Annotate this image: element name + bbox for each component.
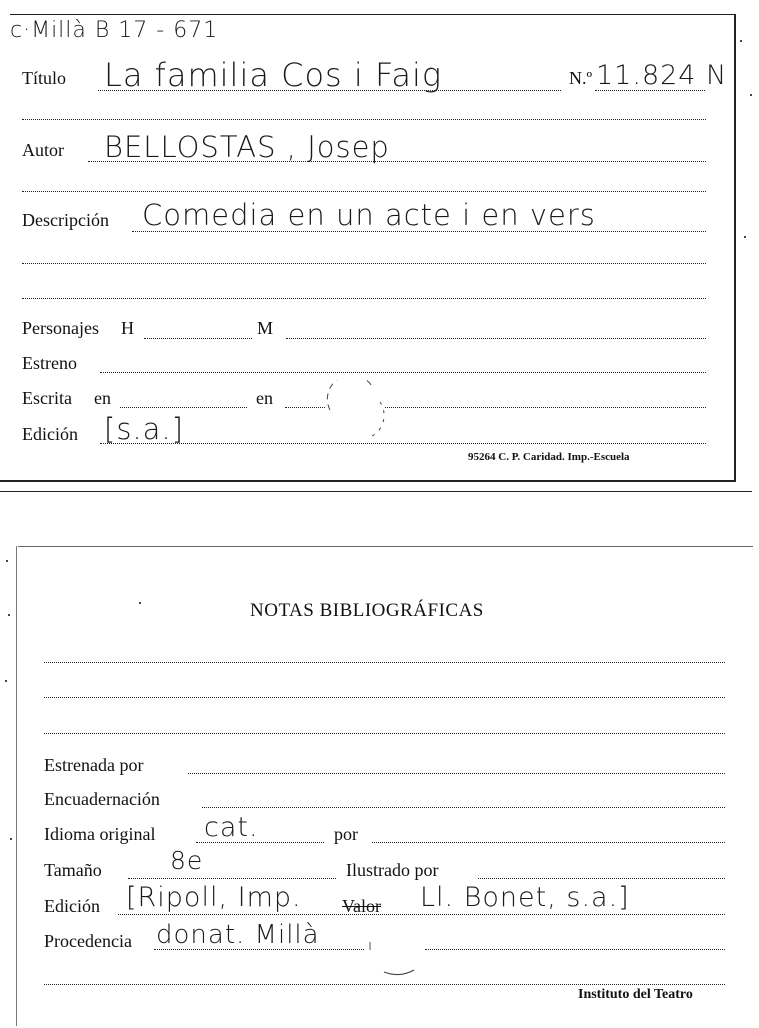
escrita-en-label: en	[94, 388, 111, 408]
idioma-label: Idioma original	[44, 824, 156, 844]
scan-speck	[750, 94, 752, 96]
procedencia-value: donat. Millà	[156, 920, 320, 950]
escrita-line-3	[385, 407, 706, 408]
idioma-value: cat.	[204, 812, 259, 843]
ilustrado-label: Ilustrado por	[346, 860, 439, 880]
catalog-card-front	[0, 0, 759, 495]
punch-hole-mark	[360, 938, 430, 978]
edicion-printed-struck: Valor	[342, 896, 381, 916]
escrita-en2-label: en	[256, 388, 273, 408]
titulo-extra-line	[22, 119, 706, 120]
edicion-back-value-a: [Ripoll, Imp.	[126, 882, 302, 913]
autor-label: Autor	[22, 140, 64, 160]
edicion-back-value-b: Ll. Bonet, s.a.]	[420, 882, 630, 913]
card-top-edge	[10, 14, 735, 15]
procedencia-line-2	[425, 949, 725, 950]
card-top-edge	[18, 546, 753, 547]
edicion-back-line	[118, 914, 725, 915]
tamano-label: Tamaño	[44, 860, 102, 880]
estrenada-line	[188, 773, 725, 774]
card-left-edge	[16, 546, 17, 1026]
scan-speck	[740, 40, 742, 42]
card-bottom-edge	[0, 480, 736, 482]
scan-speck	[8, 614, 10, 616]
numero-label: N.º	[569, 68, 593, 88]
escrita-line-1	[120, 407, 247, 408]
edicion-value: [s.a.]	[104, 412, 184, 446]
printer-imprint: 95264 C. P. Caridad. Imp.-Escuela	[468, 451, 630, 463]
card-bottom-edge-shadow	[0, 491, 752, 492]
corner-call-number: c·Millà B 17 - 671	[10, 18, 219, 43]
tamano-value: 8e	[170, 846, 204, 875]
autor-value: BELLOSTAS , Josep	[104, 130, 390, 164]
scan-speck	[5, 680, 7, 682]
catalog-card-back	[0, 540, 759, 1028]
edicion-label: Edición	[22, 424, 78, 444]
personajes-m-line	[286, 338, 706, 339]
descripcion-value: Comedia en un acte i en vers	[142, 198, 596, 232]
encuadernacion-label: Encuadernación	[44, 789, 160, 809]
personajes-h-line	[144, 338, 252, 339]
notas-line-1	[44, 662, 725, 663]
descripcion-extra-line-2	[22, 298, 706, 299]
encuadernacion-line	[202, 807, 725, 808]
scan-speck	[6, 560, 8, 562]
card-right-edge	[734, 14, 736, 480]
personajes-m-label: M	[257, 318, 274, 338]
edicion-back-label: Edición	[44, 896, 100, 916]
numero-value: 11.824 N	[596, 60, 728, 91]
notas-heading: NOTAS BIBLIOGRÁFICAS	[250, 600, 484, 621]
procedencia-label: Procedencia	[44, 931, 132, 951]
edicion-line	[100, 443, 706, 444]
tamano-line	[128, 878, 336, 879]
idioma-por-line	[372, 842, 725, 843]
titulo-label: Título	[22, 68, 66, 88]
scan-speck	[744, 236, 746, 238]
scan-speck	[10, 838, 12, 840]
estreno-line	[100, 372, 706, 373]
estreno-label: Estreno	[22, 353, 77, 373]
estrenada-label: Estrenada por	[44, 755, 144, 775]
notas-line-3	[44, 733, 725, 734]
personajes-h-label: H	[121, 318, 134, 338]
descripcion-extra-line-1	[22, 263, 706, 264]
punch-hole-mark	[318, 380, 390, 446]
scan-speck	[139, 602, 141, 604]
idioma-por-label: por	[334, 824, 358, 844]
descripcion-label: Descripción	[22, 210, 109, 230]
autor-extra-line	[22, 191, 706, 192]
notas-line-2	[44, 697, 725, 698]
final-line	[44, 984, 725, 985]
personajes-label: Personajes	[22, 318, 99, 338]
ilustrado-line	[478, 878, 725, 879]
escrita-label: Escrita	[22, 388, 72, 408]
titulo-value: La familia Cos i Faig	[104, 56, 443, 94]
institution-footer: Instituto del Teatro	[578, 987, 693, 1002]
